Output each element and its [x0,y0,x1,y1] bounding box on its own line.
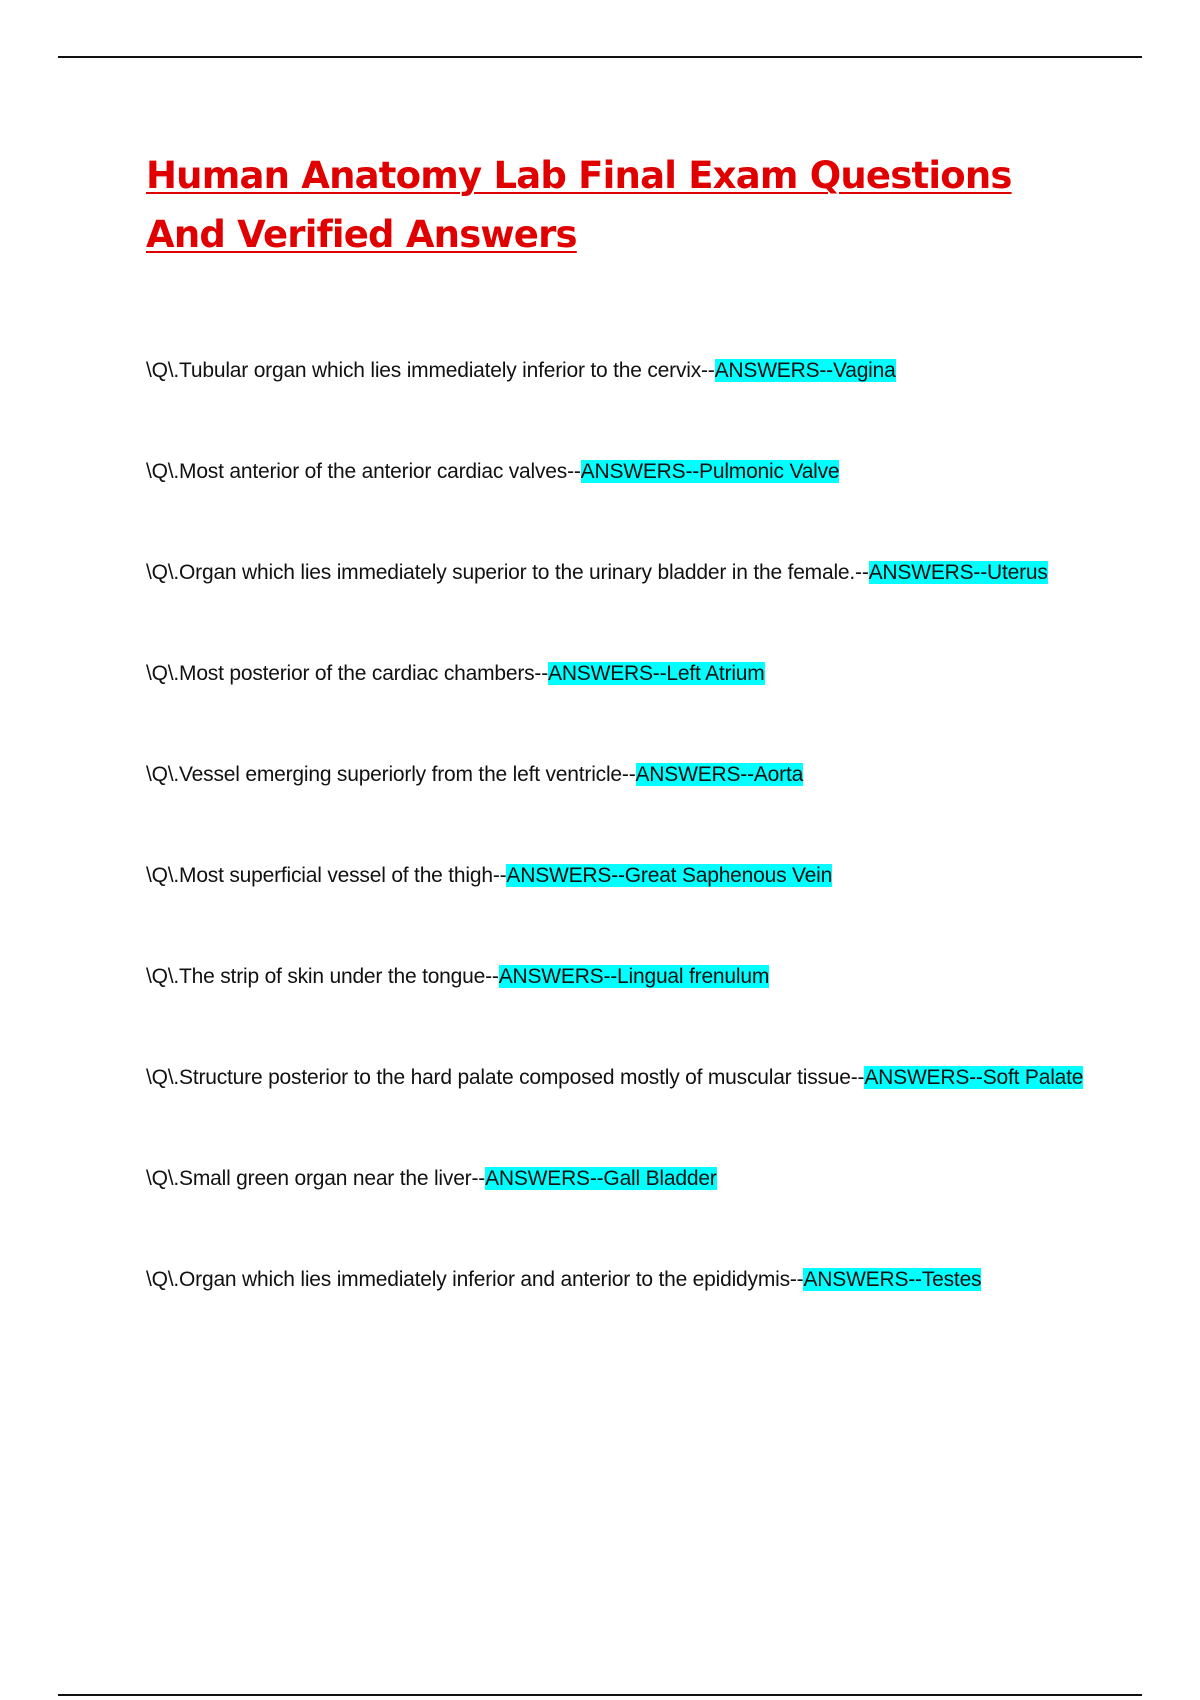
question-text: \Q\.Small green organ near the liver-- [146,1167,486,1190]
qa-item-2 [146,455,1096,489]
top-rule [58,56,1142,58]
qa-item-9 [146,1162,1096,1196]
bottom-rule [58,1694,1142,1696]
question-text: \Q\.Organ which lies immediately inferior and anterior to the epididymis-- [146,1268,804,1291]
question-text: \Q\.Tubular organ which lies immediately inferior to the cervix-- [146,359,715,382]
qa-item-1 [146,354,1096,388]
qa-item-3 [146,556,1096,590]
qa-item-7 [146,960,1096,994]
answer-highlight: ANSWERS--Lingual frenulum [498,965,770,988]
answer-highlight: ANSWERS--Gall Bladder [485,1167,717,1190]
question-text: \Q\.Organ which lies immediately superior to the urinary bladder in the female.-- [146,561,869,584]
answer-highlight: ANSWERS--Great Saphenous Vein [506,864,833,887]
question-text: \Q\.Most anterior of the anterior cardiac valves-- [146,460,581,483]
question-text: \Q\.The strip of skin under the tongue-- [146,965,499,988]
question-text: \Q\.Most superficial vessel of the thigh-- [146,864,507,887]
answer-highlight: ANSWERS--Soft Palate [864,1066,1084,1089]
answer-highlight: ANSWERS--Left Atrium [548,662,765,685]
qa-item-5 [146,758,1096,792]
qa-item-8 [146,1061,1096,1095]
qa-item-4 [146,657,1096,691]
qa-list [146,354,1096,1297]
answer-highlight: ANSWERS--Uterus [868,561,1048,584]
qa-item-10 [146,1263,1096,1297]
answer-highlight: ANSWERS--Pulmonic Valve [580,460,840,483]
question-text: \Q\.Structure posterior to the hard palate composed mostly of muscular tissue-- [146,1066,865,1089]
document-page [146,146,1096,1364]
question-text: \Q\.Vessel emerging superiorly from the left ventricle-- [146,763,636,786]
document-title: Human Anatomy Lab Final Exam Questions And Verified Answers [146,154,1012,256]
answer-highlight: ANSWERS--Testes [803,1268,982,1291]
qa-item-6 [146,859,1096,893]
answer-highlight: ANSWERS--Vagina [714,359,896,382]
question-text: \Q\.Most posterior of the cardiac chambers-- [146,662,549,685]
answer-highlight: ANSWERS--Aorta [635,763,804,786]
